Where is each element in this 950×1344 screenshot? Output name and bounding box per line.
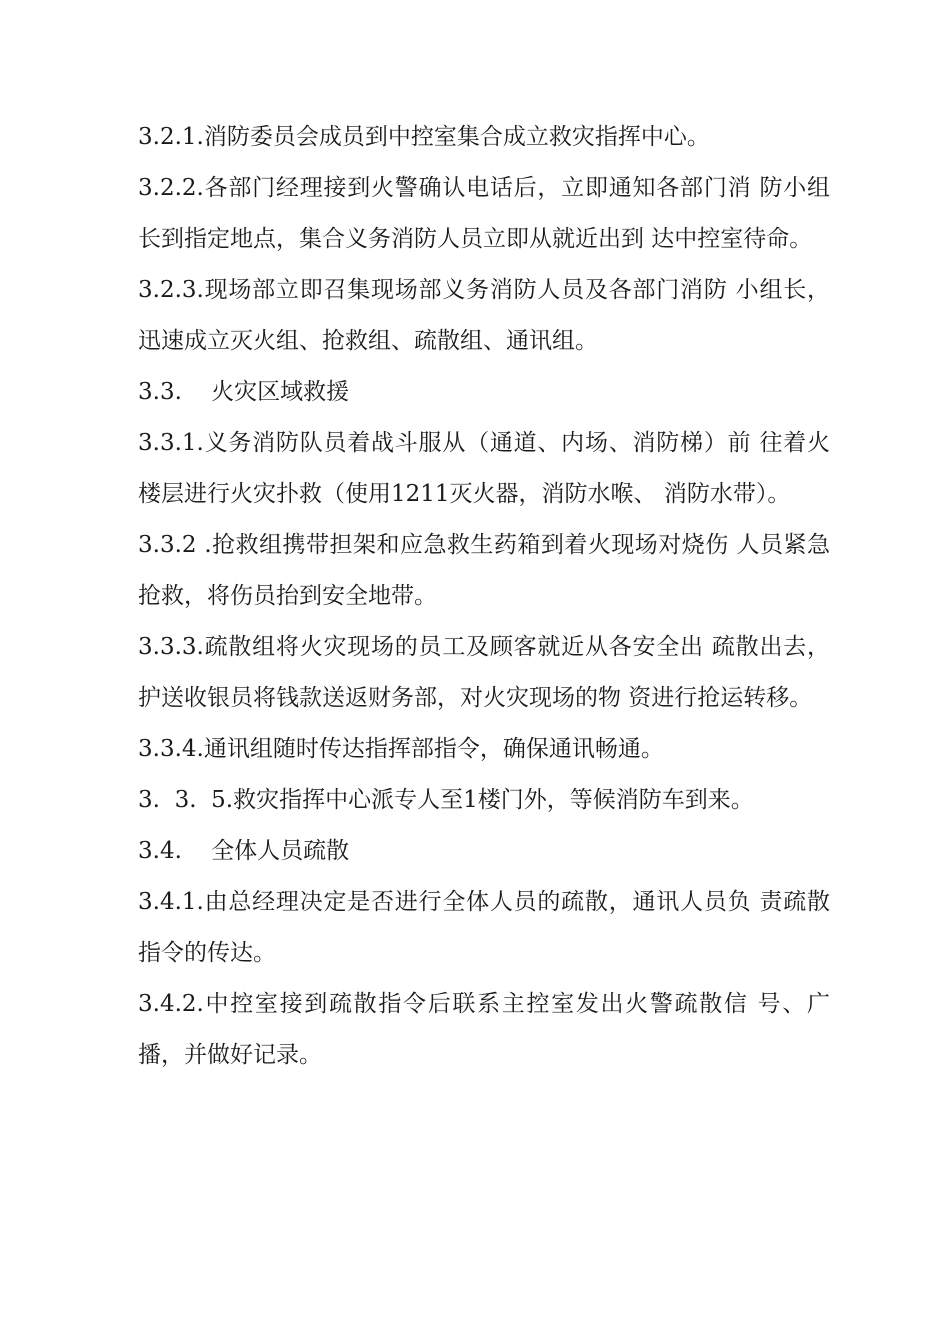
paragraph-3-3-4: 3.3.4.通讯组随时传达指挥部指令，确保通讯畅通。 (138, 736, 664, 762)
paragraph-3-3-5: 3. 3. 5.救灾指挥中心派专人至1楼门外，等候消防车到来。 (138, 787, 754, 813)
paragraph-3-3-2: 3.3.2 .抢救组携带担架和应急救生药箱到着火现场对烧伤 人员紧急抢救，将伤员抬到安全地带。 (138, 532, 830, 609)
paragraph-3-3-3: 3.3.3.疏散组将火灾现场的员工及顾客就近从各安全出 疏散出去，护送收银员将钱款送返财务部，对火灾现场的物 资进行抢运转移。 (138, 634, 830, 711)
paragraph-3-2-1: 3.2.1.消防委员会成员到中控室集合成立救灾指挥中心。 (138, 124, 710, 150)
section-heading-3-3: 3.3. 火灾区域救援 (138, 379, 350, 405)
paragraph-3-3-1: 3.3.1.义务消防队员着战斗服从（通道、内场、消防梯）前 往着火楼层进行火灾扑救（使用1211灭火器，消防水喉、 消防水带）。 (138, 430, 830, 507)
paragraph-3-4-2: 3.4.2.中控室接到疏散指令后联系主控室发出火警疏散信 号、广播，并做好记录。 (138, 991, 830, 1068)
paragraph-3-2-2: 3.2.2.各部门经理接到火警确认电话后，立即通知各部门消 防小组长到指定地点，集合义务消防人员立即从就近出到 达中控室待命。 (138, 175, 830, 252)
paragraph-3-4-1: 3.4.1.由总经理决定是否进行全体人员的疏散，通讯人员负 责疏散指令的传达。 (138, 889, 830, 966)
paragraph-3-2-3: 3.2.3.现场部立即召集现场部义务消防人员及各部门消防 小组长，迅速成立灭火组、抢救组、疏散组、通讯组。 (138, 277, 830, 354)
section-heading-3-4: 3.4. 全体人员疏散 (138, 838, 350, 864)
document-body (138, 112, 830, 1081)
